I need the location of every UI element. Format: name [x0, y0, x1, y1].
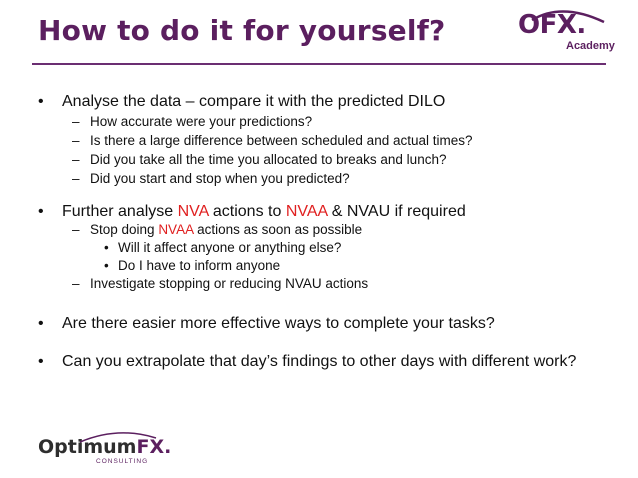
logo-word-fx: FX. [136, 436, 172, 458]
nvaa-highlight: NVAA [285, 203, 328, 220]
nva-highlight: NVA [177, 203, 209, 220]
bullet-easier-ways: Are there easier more effective ways to complete your tasks? [62, 315, 495, 332]
ofx-logo-main: OFX. [518, 10, 586, 40]
bullet-marker-small: • [104, 240, 109, 255]
text-part: & NVAU if required [327, 203, 466, 220]
sub-item: Investigate stopping or reducing NVAU actions [90, 276, 369, 291]
bullet-marker-small: • [104, 258, 109, 273]
text-part: actions to [208, 203, 286, 220]
text-part: Stop doing [90, 222, 159, 237]
dash-marker: – [72, 133, 80, 148]
logo-swoosh-icon [78, 430, 158, 444]
bullet-marker: • [38, 203, 44, 220]
nvaa-highlight: NVAA [158, 222, 194, 237]
dash-marker: – [72, 114, 80, 129]
bullet-extrapolate: Can you extrapolate that day’s findings to other days with different work? [62, 353, 577, 370]
text-part: Further analyse [62, 203, 178, 220]
sub-item: Did you take all the time you allocated to breaks and lunch? [90, 152, 447, 167]
bullet-marker: • [38, 93, 44, 110]
dash-marker: – [72, 222, 80, 237]
sub-sub-item: Do I have to inform anyone [118, 258, 281, 273]
bullet-marker: • [38, 315, 44, 332]
slide-title: How to do it for yourself? [38, 14, 446, 47]
text-part: actions as soon as possible [193, 222, 363, 237]
sub-item: Did you start and stop when you predicted? [90, 171, 350, 186]
ofx-logo-sub: Academy [566, 40, 615, 52]
optimumfx-logo-sub: CONSULTING [96, 458, 149, 465]
sub-item: Is there a large difference between scheduled and actual times? [90, 133, 473, 148]
bullet-further-analyse [62, 202, 466, 221]
bullet-analyse: Analyse the data – compare it with the predicted DILO [62, 93, 446, 110]
sub-item-stop-doing [90, 222, 362, 238]
dash-marker: – [72, 152, 80, 167]
logo-word-optimum: Optimum [38, 436, 137, 458]
bullet-marker: • [38, 353, 44, 370]
title-divider [32, 63, 606, 65]
dash-marker: – [72, 276, 80, 291]
sub-item: How accurate were your predictions? [90, 114, 313, 129]
sub-sub-item: Will it affect anyone or anything else? [118, 240, 342, 255]
dash-marker: – [72, 171, 80, 186]
